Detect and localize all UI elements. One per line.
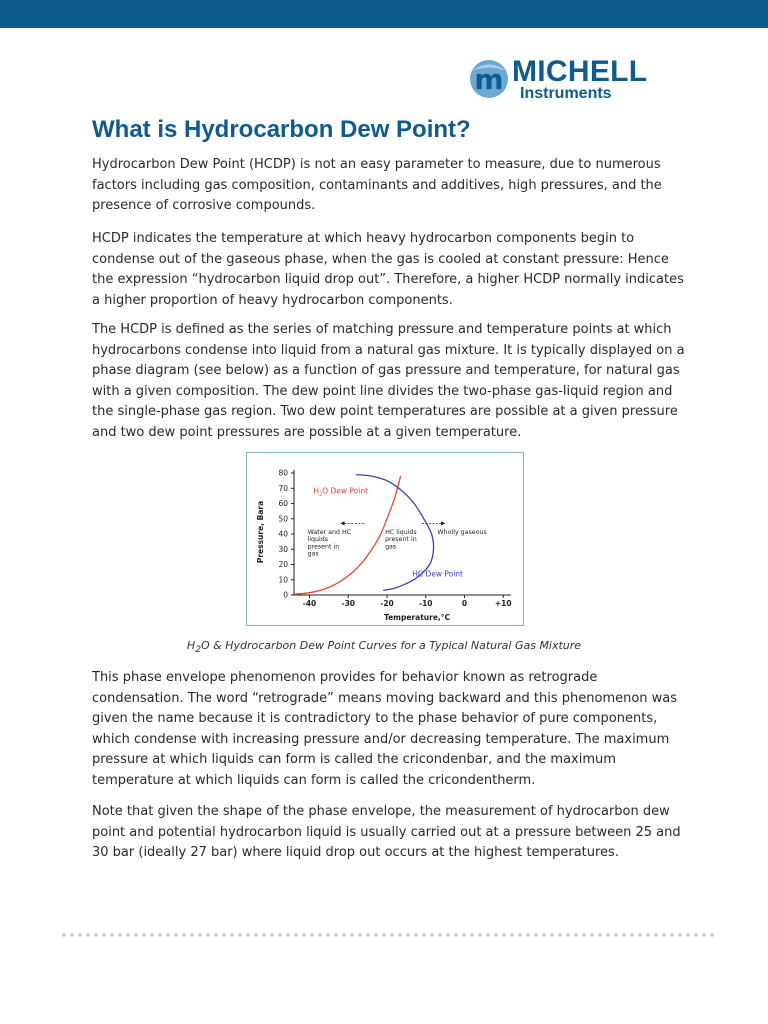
y-tick-label: 70 — [278, 483, 288, 493]
x-tick-label: -40 — [302, 599, 317, 608]
logo-sub: Instruments — [520, 85, 612, 102]
phase-diagram-figure — [246, 452, 524, 626]
paragraph-2: HCDP indicates the temperature at which heavy hydrocarbon components begin to condense out of the gaseous phase, when the gas is cooled at constant pressure: Hence the expression “hydrocarbon liquid drop out”. Therefore, a higher HCDP normally indicates a higher proportion of heavy hydrocarbon components. — [92, 231, 684, 308]
y-tick-label: 30 — [278, 544, 288, 554]
annotation-wholly-gaseous: Wholly gaseous — [437, 529, 487, 537]
logo-mark-letter: m — [474, 63, 504, 96]
annotation-hc-liquids: HC liquids present in gas — [385, 529, 417, 551]
h2o-dew-point-label: $H_2O$ Dew Point — [313, 486, 369, 498]
x-tick-label: -30 — [341, 599, 356, 608]
caption-pre: H — [186, 639, 196, 652]
y-tick-label: 80 — [278, 468, 288, 478]
michell-logo-mark — [468, 56, 510, 102]
y-tick-label: 50 — [278, 514, 288, 524]
annotation-water-hc: Water and HC liquids present in gas — [307, 529, 352, 558]
y-tick-label: 0 — [283, 590, 288, 600]
y-tick-label: 40 — [278, 529, 288, 539]
page-title: What is Hydrocarbon Dew Point? — [92, 116, 471, 143]
x-tick-label: +10 — [494, 599, 512, 608]
caption-sub: 2 — [195, 644, 202, 656]
header-bar — [0, 0, 768, 28]
hc-dew-point-label: HC Dew Point — [412, 569, 463, 579]
arrow-right-head — [441, 521, 445, 525]
caption-post: O & Hydrocarbon Dew Point Curves for a Typical Natural Gas Mixture — [201, 639, 582, 652]
x-tick-label: 0 — [461, 599, 468, 608]
paragraph-5: Note that given the shape of the phase envelope, the measurement of hydrocarbon dew point and potential hydrocarbon liquid is usually carried out at a pressure between 25 and 30 bar (ideally 27 bar) where liquid drop out occurs at the highest temperatures. — [92, 804, 681, 861]
figure-caption — [92, 638, 676, 658]
footer-dotted-divider — [60, 931, 716, 939]
x-axis-label: Temperature,°C — [383, 613, 451, 622]
y-tick-label: 60 — [278, 499, 288, 509]
paragraph-1: Hydrocarbon Dew Point (HCDP) is not an easy parameter to measure, due to numerous factors including gas composition, contaminants and additives, high pressures, and the presence of corrosive compounds. — [92, 157, 662, 214]
michell-logo — [468, 56, 678, 106]
x-tick-label: -20 — [380, 599, 394, 608]
x-tick-label: -10 — [418, 599, 433, 608]
paragraph-3: The HCDP is defined as the series of matching pressure and temperature points at which hydrocarbons condense into liquid from a natural gas mixture. It is typically displayed on a phase diagram (see below) as a function of gas pressure and temperature, for natural gas with a given composition. The dew point line divides the two-phase gas-liquid region and the single-phase gas region. Two dew point temperatures are possible at a given pressure and two dew point pressures are possible at a given temperature. — [92, 322, 685, 440]
y-tick-label: 10 — [278, 575, 288, 585]
y-axis-label: Pressure, Bara — [256, 500, 265, 564]
arrow-left-head — [341, 521, 345, 525]
paragraph-4: This phase envelope phenomenon provides for behavior known as retrograde condensation. The word “retrograde” means moving backward and this phenomenon was given the name because it is contradictory to the phase behavior of pure components, which condense with increasing pressure and/or decreasing temperature. The maximum pressure at which liquids can form is called the cricondenbar, and the maximum temperature at which liquids can form is called the cricondentherm. — [92, 670, 678, 788]
y-tick-label: 20 — [278, 560, 288, 570]
logo-name: MICHELL — [512, 55, 648, 88]
phase-diagram-chart — [247, 453, 523, 625]
